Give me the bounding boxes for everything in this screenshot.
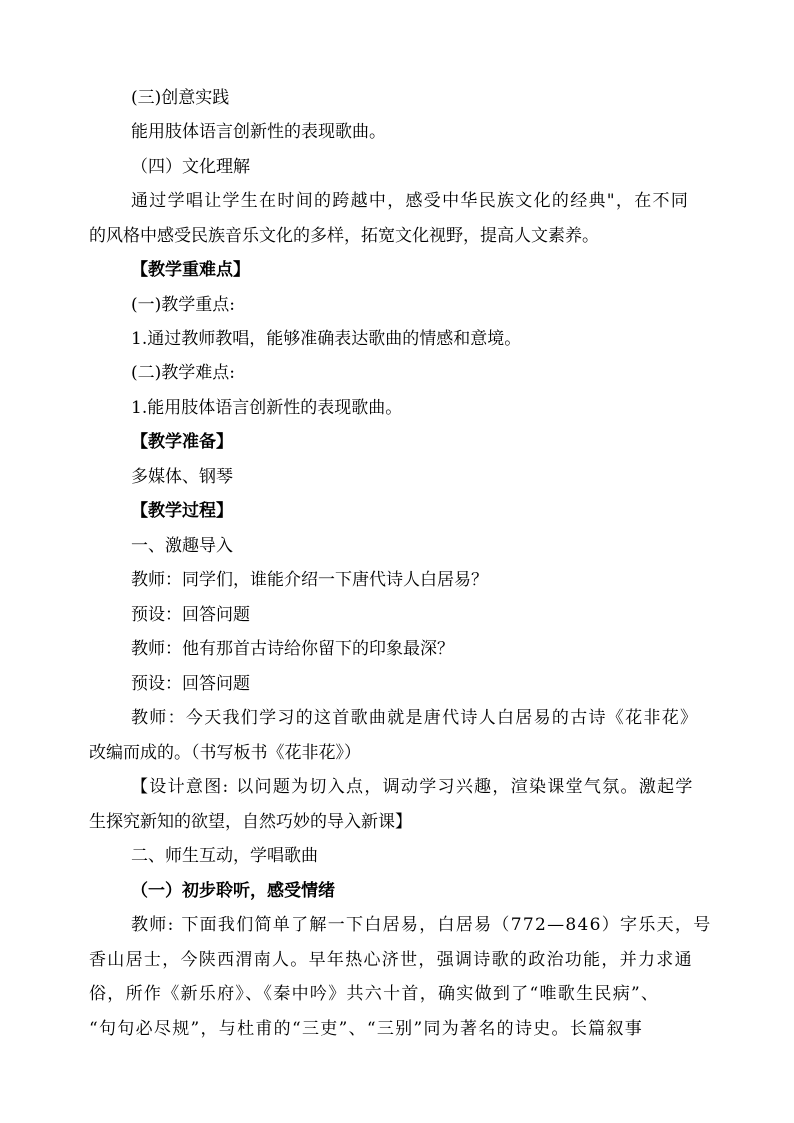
paragraph-line: 的风格中感受民族音乐文化的多样，拓宽文化视野，提高人文素养。 [89, 226, 599, 246]
subheading-warm-up: 一、激趣导入 [131, 536, 233, 556]
design-intent-line: 【设计意图: 以问题为切入点，调动学习兴趣，渲染课堂气氛。激起学 [131, 777, 694, 797]
paragraph-line: 能用肢体语言创新性的表现歌曲。 [131, 122, 386, 142]
paragraph-line: 俗，所作《新乐府》、《秦中吟》共六十首，确实做到了“唯歌生民病”、 [89, 984, 660, 1004]
paragraph-line: 1.能用肢体语言创新性的表现歌曲。 [131, 398, 403, 418]
subheading-interaction: 二、师生互动，学唱歌曲 [131, 846, 318, 866]
design-intent-line: 生探究新知的欲望，自然巧妙的导入新课】 [89, 812, 412, 832]
section-heading-cultural-understanding: （四）文化理解 [131, 157, 250, 177]
subheading-first-listening: （一）初步聆听，感受情绪 [131, 881, 335, 901]
paragraph-line: 改编而成的。（书写板书《花非花》） [89, 743, 361, 763]
paragraph-line: 教师：今天我们学习的这首歌曲就是唐代诗人白居易的古诗《花非花》 [131, 708, 699, 728]
paragraph-line: 通过学唱让学生在时间的跨越中，感受中华民族文化的经典"，在不同 [131, 191, 690, 211]
section-heading-teaching-process: 【教学过程】 [131, 501, 233, 521]
paragraph-line: “句句必尽规”，与杜甫的“三吏”、“三别”同为著名的诗史。长篇叙事 [89, 1019, 644, 1039]
paragraph-line: 1.通过教师教唱，能够准确表达歌曲的情感和意境。 [131, 329, 522, 349]
section-heading-creative-practice: (三)创意实践 [131, 88, 230, 108]
subheading-teaching-difficulty: (二)教学难点: [131, 363, 235, 383]
paragraph-line: 预设：回答问题 [131, 674, 250, 694]
paragraph-line: 预设：回答问题 [131, 605, 250, 625]
section-heading-key-difficult-points: 【教学重难点】 [131, 260, 250, 280]
paragraph-line: 教师：他有那首古诗给你留下的印象最深？ [131, 639, 454, 659]
paragraph-line: 多媒体、钢琴 [131, 467, 233, 487]
paragraph-line: 香山居士，今陕西渭南人。早年热心济世，强调诗歌的政治功能，并力求通 [89, 950, 693, 970]
paragraph-line: 教师: 下面我们简单了解一下白居易，白居易（772—846）字乐天，号 [131, 915, 712, 935]
paragraph-line: 教师：同学们，谁能介绍一下唐代诗人白居易？ [131, 570, 488, 590]
section-heading-teaching-preparation: 【教学准备】 [131, 432, 233, 452]
subheading-teaching-focus: (一)教学重点: [131, 295, 235, 315]
